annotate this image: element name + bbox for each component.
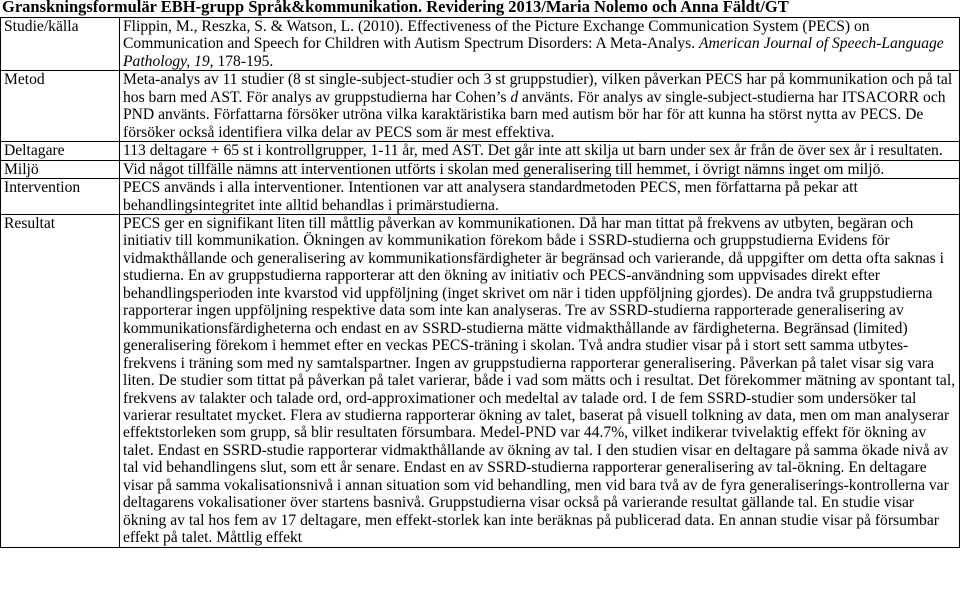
- table-row-resultat: [1, 214, 960, 547]
- row-label-deltagare: Deltagare: [1, 142, 120, 160]
- row-content-studie: [120, 18, 960, 71]
- table-row-intervention: [1, 179, 960, 215]
- row-label-studie: Studie/källa: [1, 18, 120, 71]
- table-row-deltagare: [1, 142, 960, 160]
- table-row-miljo: [1, 160, 960, 178]
- row-content-intervention: PECS används i alla interventioner. Intentionen var att analysera standardmetoden PECS, men författarna på pekar att behandlingsintegritet inte alltid behandlas i primärstudierna.: [120, 179, 960, 215]
- row-label-intervention: Intervention: [1, 179, 120, 215]
- citation-journal: American Journal of Speech-Language Pathology, 19: [123, 35, 944, 70]
- citation-pages: , 178-195.: [209, 52, 274, 70]
- row-label-metod: Metod: [1, 71, 120, 142]
- review-table: [0, 17, 960, 548]
- row-content-miljo: Vid något tillfälle nämns att interventionen utförts i skolan med generalisering till hemmet, i övrigt nämns inget om miljö.: [120, 160, 960, 178]
- row-content-metod: [120, 71, 960, 142]
- citation-text: Flippin, M., Reszka, S. & Watson, L. (2010). Effectiveness of the Picture Exchange Communication System (PECS) on Communication and Speech for Children with Autism Spectrum Disorders: A Meta-Analys.: [123, 18, 870, 53]
- document-title: Granskningsformulär EBH-grupp Språk&kommunikation. Revidering 2013/Maria Nolemo och Anna Fäldt/GT: [2, 0, 789, 16]
- metod-text-before: Meta-analys av 11 studier (8 st single-subject-studier och 3 st gruppstudier), vilken påverkan PECS har på kommunikation och på tal hos barn med AST. För analys av gruppstudierna har Cohen’s: [123, 71, 953, 106]
- row-label-miljo: Miljö: [1, 160, 120, 178]
- table-row-metod: [1, 71, 960, 142]
- metod-text-after: använts. För analys av single-subject-studierna har ITSACORR och PND använts. Författarna försöker utröna vilka karaktäristika barn med autism bör har för att kunna ha störst nytta av PECS. De försöker också identifiera vilka delar av PECS som är mest effektiva.: [123, 88, 946, 141]
- row-label-resultat: Resultat: [1, 214, 120, 547]
- row-content-deltagare: 113 deltagare + 65 st i kontrollgrupper, 1-11 år, med AST. Det går inte att skilja ut barn under sex år från de över sex år i resultaten.: [120, 142, 960, 160]
- row-content-resultat: PECS ger en signifikant liten till måttlig påverkan av kommunikationen. Då har man tittat på frekvens av utbyten, begäran och initiativ till kommunikation. Ökningen av kommunikation förekom både i SSRD-studierna och gruppstudierna Evidens för vidmakthållande och generalisering av kommunikationsfärdigheter är begränsad och varierande, då uppgifter om detta ofta saknas i studierna. En av gruppstudierna rapporterar att den ökning av initiativ och PECS-användning som uppvisades direkt efter behandlingsperioden inte kvarstod vid uppföljning (inget skrivet om när i tiden uppföljning gjordes). De andra två gruppstudierna rapporterar ingen uppföljning respektive data som inte kan analyseras. Tre av SSRD-studierna rapporterade generalisering av kommunikationsfärdigheterna och endast en av SSRD-studierna mätte vidmakthållande av färdigheterna. Begränsad (limited) generalisering förekom i hemmet efter en veckas PECS-träning i skolan. Två andra studier visar på i stort sett samma utbytes-frekvens i träning som med ny samtalspartner. Ingen av gruppstudierna rapporterar generalisering. Påverkan på talet visar sig vara liten. De studier som tittat på påverkan på talet varierar, både i vad som mätts och i resultat. Det förekommer mätning av spontant tal, frekvens av talakter och talade ord, ord-approximationer och medeltal av talade ord. I de fem SSRD-studier som undersöker tal varierar resultatet mycket. Flera av studierna rapporterar ökning av talet, baserat på visuell tolkning av data, men om man analyserar effektstorleken som grupp, så blir resultaten försumbara. Medel-PND var 44.7%, vilket indikerar tvivelaktig effekt för ökning av talet. Endast en SSRD-studie rapporterar vidmakthållande av ökning av tal. I den studien visar en deltagare på samma ökade nivå av tal vid behandlingens slut, som ett år senare. Endast en av SSRD-studierna rapporterar generalisering av tal-ökning. En deltagare visar på samma vokalisationsnivå i annan situation som vid behandling, men vid bara två av de fyra generaliserings-kontrollerna var deltagarens vokalisationer över startens basnivå. Gruppstudierna visar också på varierande resultat gällande tal. En studie visar ökning av tal hos fem av 17 deltagare, men effekt-storlek kan inte beräknas på publicerad data. En annan studie visar på försumbar effekt på talet. Måttlig effekt: [120, 214, 960, 547]
- metod-italic-d: d: [510, 88, 519, 106]
- table-row-studie: [1, 18, 960, 71]
